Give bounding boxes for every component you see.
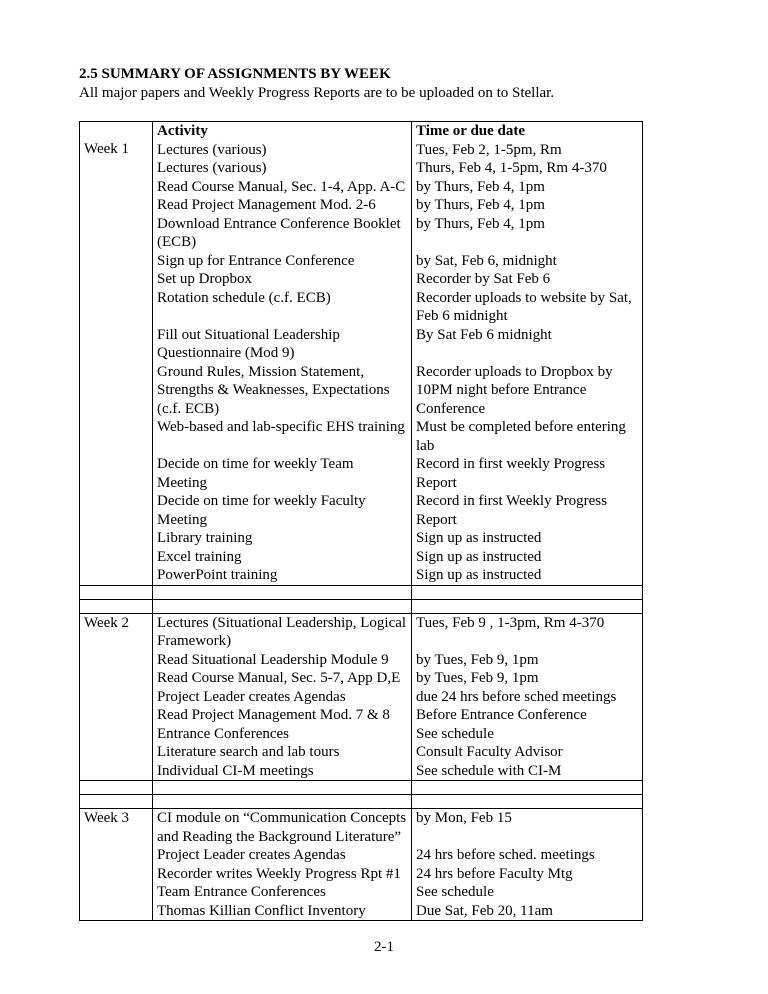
activity-item: Read Situational Leadership Module 9 bbox=[157, 651, 389, 668]
due-item: Recorder by Sat Feb 6 bbox=[416, 271, 551, 287]
activity-item: Read Project Management Mod. 2-6 bbox=[157, 197, 376, 213]
due-item: Thurs, Feb 4, 1-5pm, Rm 4-370 bbox=[416, 160, 607, 176]
activity-item: Read Project Management Mod. 7 & 8 bbox=[157, 707, 390, 723]
activity-item: Lectures (various) bbox=[157, 160, 267, 176]
due-item: Sign up as instructed bbox=[416, 530, 542, 546]
week-group bbox=[80, 613, 643, 781]
due-item: Recorder uploads to website by Sat, Feb 6 midnight bbox=[416, 289, 632, 324]
spacer-row bbox=[80, 585, 643, 599]
due-item: See schedule bbox=[416, 884, 494, 900]
assignments-table bbox=[79, 121, 643, 921]
due-item: by Thurs, Feb 4, 1pm bbox=[416, 178, 545, 195]
due-item: Record in first Weekly Progress Report bbox=[416, 493, 607, 528]
activity-item: Project Leader creates Agendas bbox=[157, 847, 346, 863]
blank-cell bbox=[153, 599, 412, 613]
due-item: 24 hrs before Faculty Mtg bbox=[416, 865, 573, 882]
activity-item: Library training bbox=[157, 530, 253, 546]
activity-item: Web-based and lab-specific EHS training bbox=[157, 419, 405, 435]
activity-item: Download Entrance Conference Booklet (ECB) bbox=[157, 215, 401, 250]
week-label: Week 1 bbox=[80, 122, 153, 586]
week-group bbox=[80, 122, 643, 586]
due-item: Tues, Feb 2, 1-5pm, Rm bbox=[416, 141, 562, 158]
week-label: Week 3 bbox=[80, 809, 153, 921]
week-group bbox=[80, 809, 643, 921]
due-item: Consult Faculty Advisor bbox=[416, 744, 563, 760]
due-item: by Tues, Feb 9, 1pm bbox=[416, 670, 539, 686]
blank-cell bbox=[80, 795, 153, 809]
section-heading: 2.5 SUMMARY OF ASSIGNMENTS BY WEEK bbox=[79, 66, 391, 82]
due-item: Must be completed before entering lab bbox=[416, 419, 626, 454]
due-item: See schedule bbox=[416, 725, 494, 742]
activity-item: Thomas Killian Conflict Inventory bbox=[157, 902, 366, 919]
activity-header: Activity bbox=[157, 123, 208, 139]
blank-cell bbox=[412, 585, 643, 599]
due-date-header: Time or due date bbox=[416, 123, 526, 139]
due-item: due 24 hrs before sched meetings bbox=[416, 688, 617, 705]
due-item: by Thurs, Feb 4, 1pm bbox=[416, 197, 545, 213]
activity-item: Read Course Manual, Sec. 1-4, App. A-C bbox=[157, 178, 406, 195]
activity-item: Fill out Situational Leadership Questionnaire (Mod 9) bbox=[157, 326, 340, 361]
spacer-row bbox=[80, 599, 643, 613]
activity-item: Entrance Conferences bbox=[157, 725, 290, 742]
intro-text: All major papers and Weekly Progress Reports are to be uploaded on to Stellar. bbox=[79, 85, 555, 101]
blank-cell bbox=[412, 781, 643, 795]
blank-cell bbox=[80, 599, 153, 613]
activity-item: Rotation schedule (c.f. ECB) bbox=[157, 289, 331, 306]
due-item: 24 hrs before sched. meetings bbox=[416, 847, 595, 863]
activity-item: Project Leader creates Agendas bbox=[157, 688, 346, 705]
due-cell bbox=[412, 809, 643, 921]
due-item: by Sat, Feb 6, midnight bbox=[416, 252, 557, 269]
due-item: See schedule with CI-M bbox=[416, 762, 562, 779]
activity-cell bbox=[153, 122, 412, 586]
activity-item: Individual CI-M meetings bbox=[157, 762, 314, 779]
due-item: Tues, Feb 9 , 1-3pm, Rm 4-370 bbox=[416, 614, 605, 631]
page-number: 2-1 bbox=[374, 939, 394, 955]
activity-item: Recorder writes Weekly Progress Rpt #1 bbox=[157, 865, 401, 882]
blank-cell bbox=[153, 585, 412, 599]
blank-cell bbox=[153, 781, 412, 795]
due-item: Recorder uploads to Dropbox by 10PM night before Entrance Conference bbox=[416, 363, 613, 417]
activity-item: Set up Dropbox bbox=[157, 271, 252, 287]
blank-cell bbox=[412, 599, 643, 613]
due-item: Sign up as instructed bbox=[416, 567, 542, 583]
due-item: by Mon, Feb 15 bbox=[416, 810, 512, 826]
due-item: by Thurs, Feb 4, 1pm bbox=[416, 215, 545, 232]
activity-item: Lectures (various) bbox=[157, 141, 267, 158]
due-item: by Tues, Feb 9, 1pm bbox=[416, 651, 539, 668]
due-item: By Sat Feb 6 midnight bbox=[416, 326, 552, 343]
activity-item: Read Course Manual, Sec. 5-7, App D,E bbox=[157, 670, 401, 686]
activity-item: Decide on time for weekly Team Meeting bbox=[157, 456, 354, 491]
due-item: Sign up as instructed bbox=[416, 548, 542, 565]
due-item: Due Sat, Feb 20, 11am bbox=[416, 902, 553, 919]
activity-cell bbox=[153, 809, 412, 921]
activity-item: Team Entrance Conferences bbox=[157, 884, 326, 900]
activity-item: Excel training bbox=[157, 548, 242, 565]
activity-item: Decide on time for weekly Faculty Meeting bbox=[157, 493, 366, 528]
activity-item: Sign up for Entrance Conference bbox=[157, 252, 355, 269]
blank-cell bbox=[80, 781, 153, 795]
activity-item: Literature search and lab tours bbox=[157, 744, 340, 760]
activity-cell bbox=[153, 613, 412, 781]
activity-item: Lectures (Situational Leadership, Logical Framework) bbox=[157, 614, 407, 649]
activity-item: PowerPoint training bbox=[157, 567, 278, 583]
activity-item: Ground Rules, Mission Statement, Strengths & Weaknesses, Expectations (c.f. ECB) bbox=[157, 363, 390, 417]
blank-cell bbox=[412, 795, 643, 809]
blank-cell bbox=[80, 585, 153, 599]
due-cell bbox=[412, 613, 643, 781]
spacer-row bbox=[80, 795, 643, 809]
week-label: Week 2 bbox=[80, 613, 153, 781]
spacer-row bbox=[80, 781, 643, 795]
activity-item: CI module on “Communication Concepts and Reading the Background Literature” bbox=[157, 810, 407, 845]
blank-cell bbox=[153, 795, 412, 809]
due-item: Before Entrance Conference bbox=[416, 707, 587, 723]
due-item: Record in first weekly Progress Report bbox=[416, 456, 606, 491]
due-cell bbox=[412, 122, 643, 586]
